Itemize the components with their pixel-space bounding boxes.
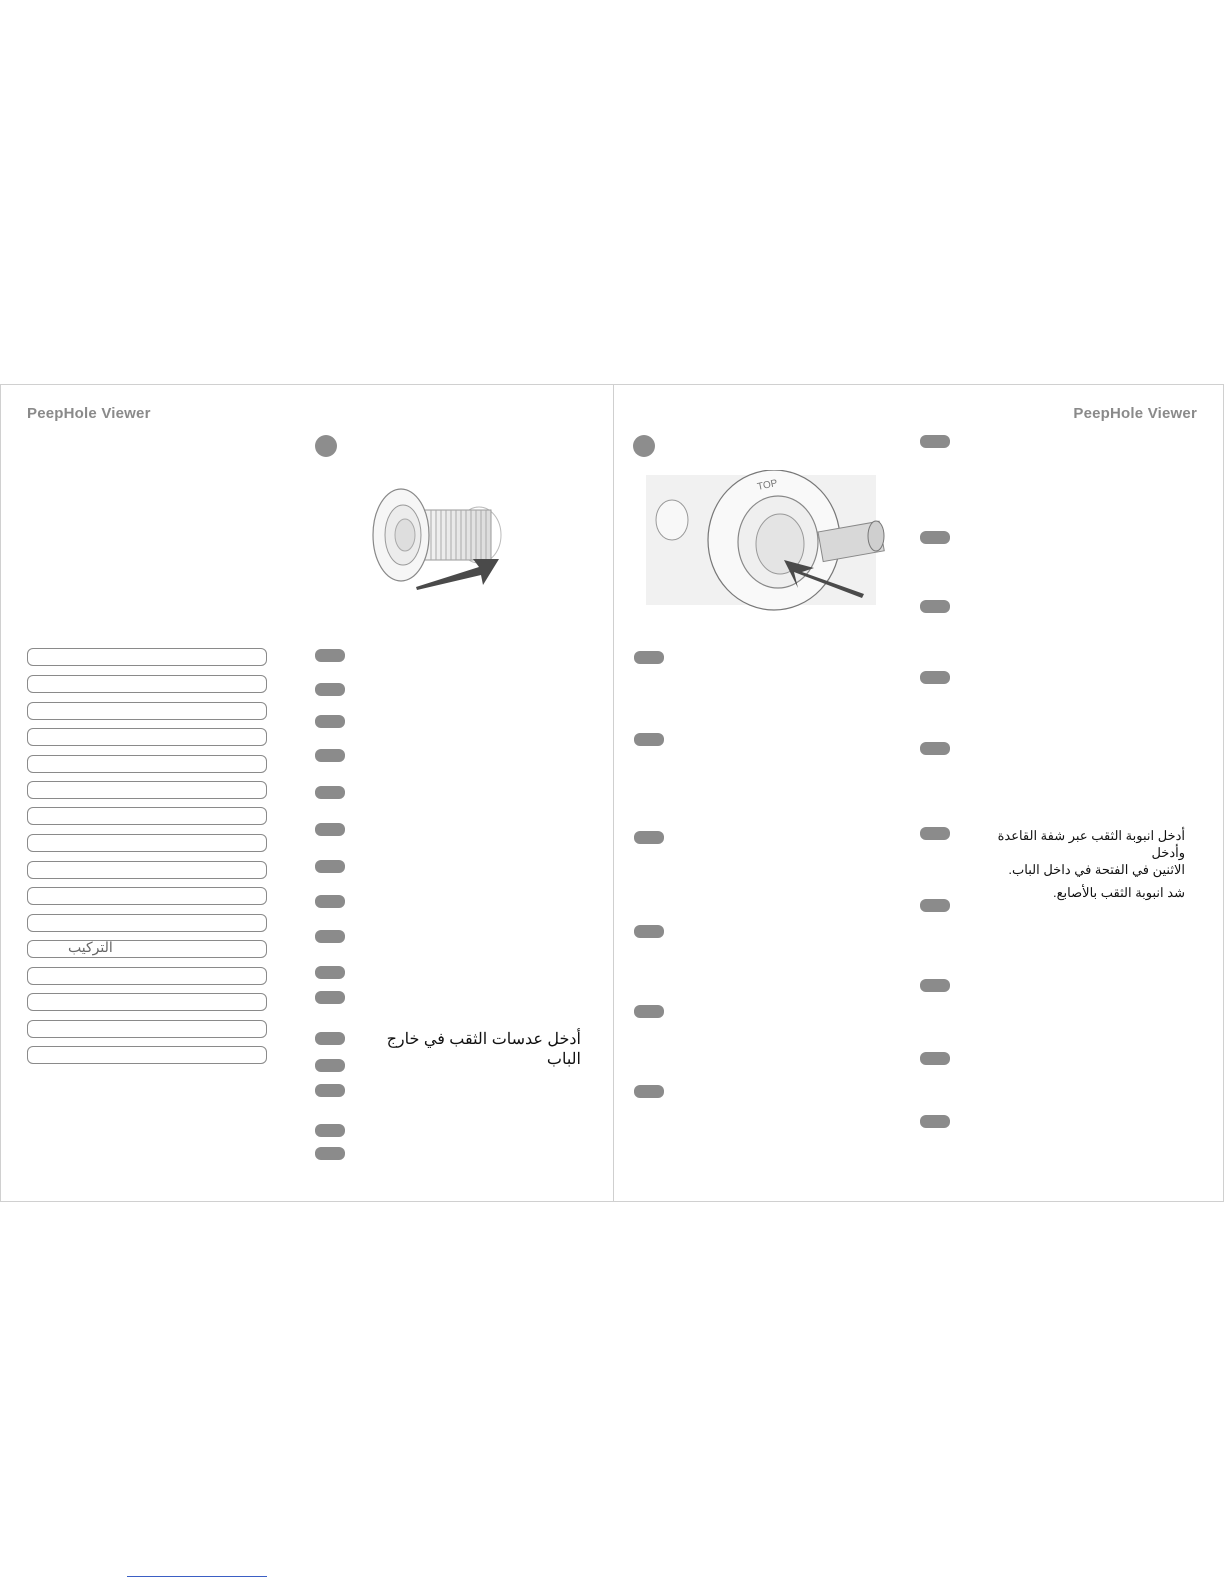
language-tag	[920, 899, 950, 912]
direction-arrow	[416, 559, 499, 590]
toc-item	[27, 993, 267, 1011]
language-tag	[315, 930, 345, 943]
bottom-underline	[127, 1576, 267, 1577]
toc-item	[27, 967, 267, 985]
language-tag	[315, 1124, 345, 1137]
arabic-step-text: أدخل عدسات الثقب في خارج الباب	[386, 1031, 581, 1068]
toc-item	[27, 728, 267, 746]
language-tag	[315, 860, 345, 873]
arabic-step-text	[963, 827, 1185, 901]
language-tag	[920, 600, 950, 613]
left-page	[0, 385, 614, 1201]
language-tag	[920, 435, 950, 448]
language-tag	[920, 979, 950, 992]
toc-item	[27, 648, 267, 666]
brand-logo-right: PeepHole Viewer	[1073, 405, 1197, 422]
language-tag	[920, 742, 950, 755]
toc-item	[27, 834, 267, 852]
language-tag	[315, 683, 345, 696]
language-tag	[315, 991, 345, 1004]
toc-item	[27, 914, 267, 932]
toc-item	[27, 781, 267, 799]
language-tag	[634, 1005, 664, 1018]
toc-item	[27, 675, 267, 693]
step-number-circle	[633, 435, 655, 457]
language-tag	[634, 733, 664, 746]
language-tag	[315, 823, 345, 836]
language-tag	[315, 1084, 345, 1097]
toc-item	[27, 702, 267, 720]
language-tag	[920, 531, 950, 544]
toc-item	[27, 1020, 267, 1038]
base-and-tube-illustration	[646, 470, 886, 620]
peephole-lens-illustration	[361, 485, 521, 615]
language-tag	[315, 786, 345, 799]
language-tag	[315, 649, 345, 662]
language-tag	[315, 715, 345, 728]
toc-item-installation	[27, 940, 267, 958]
toc-item	[27, 807, 267, 825]
language-tag-arabic	[920, 827, 950, 840]
arabic-step-line: شد انبوبة الثقب بالأصابع.	[1053, 885, 1185, 900]
language-tag	[315, 895, 345, 908]
language-tag	[634, 1085, 664, 1098]
door-hole	[656, 500, 688, 540]
toc-item	[27, 887, 267, 905]
language-tag	[315, 1147, 345, 1160]
toc-item	[27, 1046, 267, 1064]
top-marking: TOP	[756, 477, 779, 493]
toc-item	[27, 861, 267, 879]
lens-glass	[395, 519, 415, 551]
manual-spread	[0, 384, 1224, 1202]
language-tag	[920, 1052, 950, 1065]
toc-item	[27, 755, 267, 773]
arabic-step-line: أدخل انبوبة الثقب عبر شفة القاعدة وأدخل	[997, 828, 1185, 860]
language-tag-arabic	[315, 1032, 345, 1045]
right-page	[613, 385, 1224, 1201]
arabic-step-line: الاثنين في الفتحة في داخل الباب.	[1008, 862, 1185, 877]
language-tag	[634, 651, 664, 664]
language-tag	[634, 925, 664, 938]
language-tag	[315, 966, 345, 979]
language-tag	[634, 831, 664, 844]
step-number-circle	[315, 435, 337, 457]
brand-logo-left: PeepHole Viewer	[27, 405, 151, 422]
tube-end	[868, 521, 884, 551]
language-tag	[920, 671, 950, 684]
language-tag	[315, 749, 345, 762]
language-tag	[315, 1059, 345, 1072]
toc-item-label: التركيب	[68, 939, 113, 955]
language-tag	[920, 1115, 950, 1128]
